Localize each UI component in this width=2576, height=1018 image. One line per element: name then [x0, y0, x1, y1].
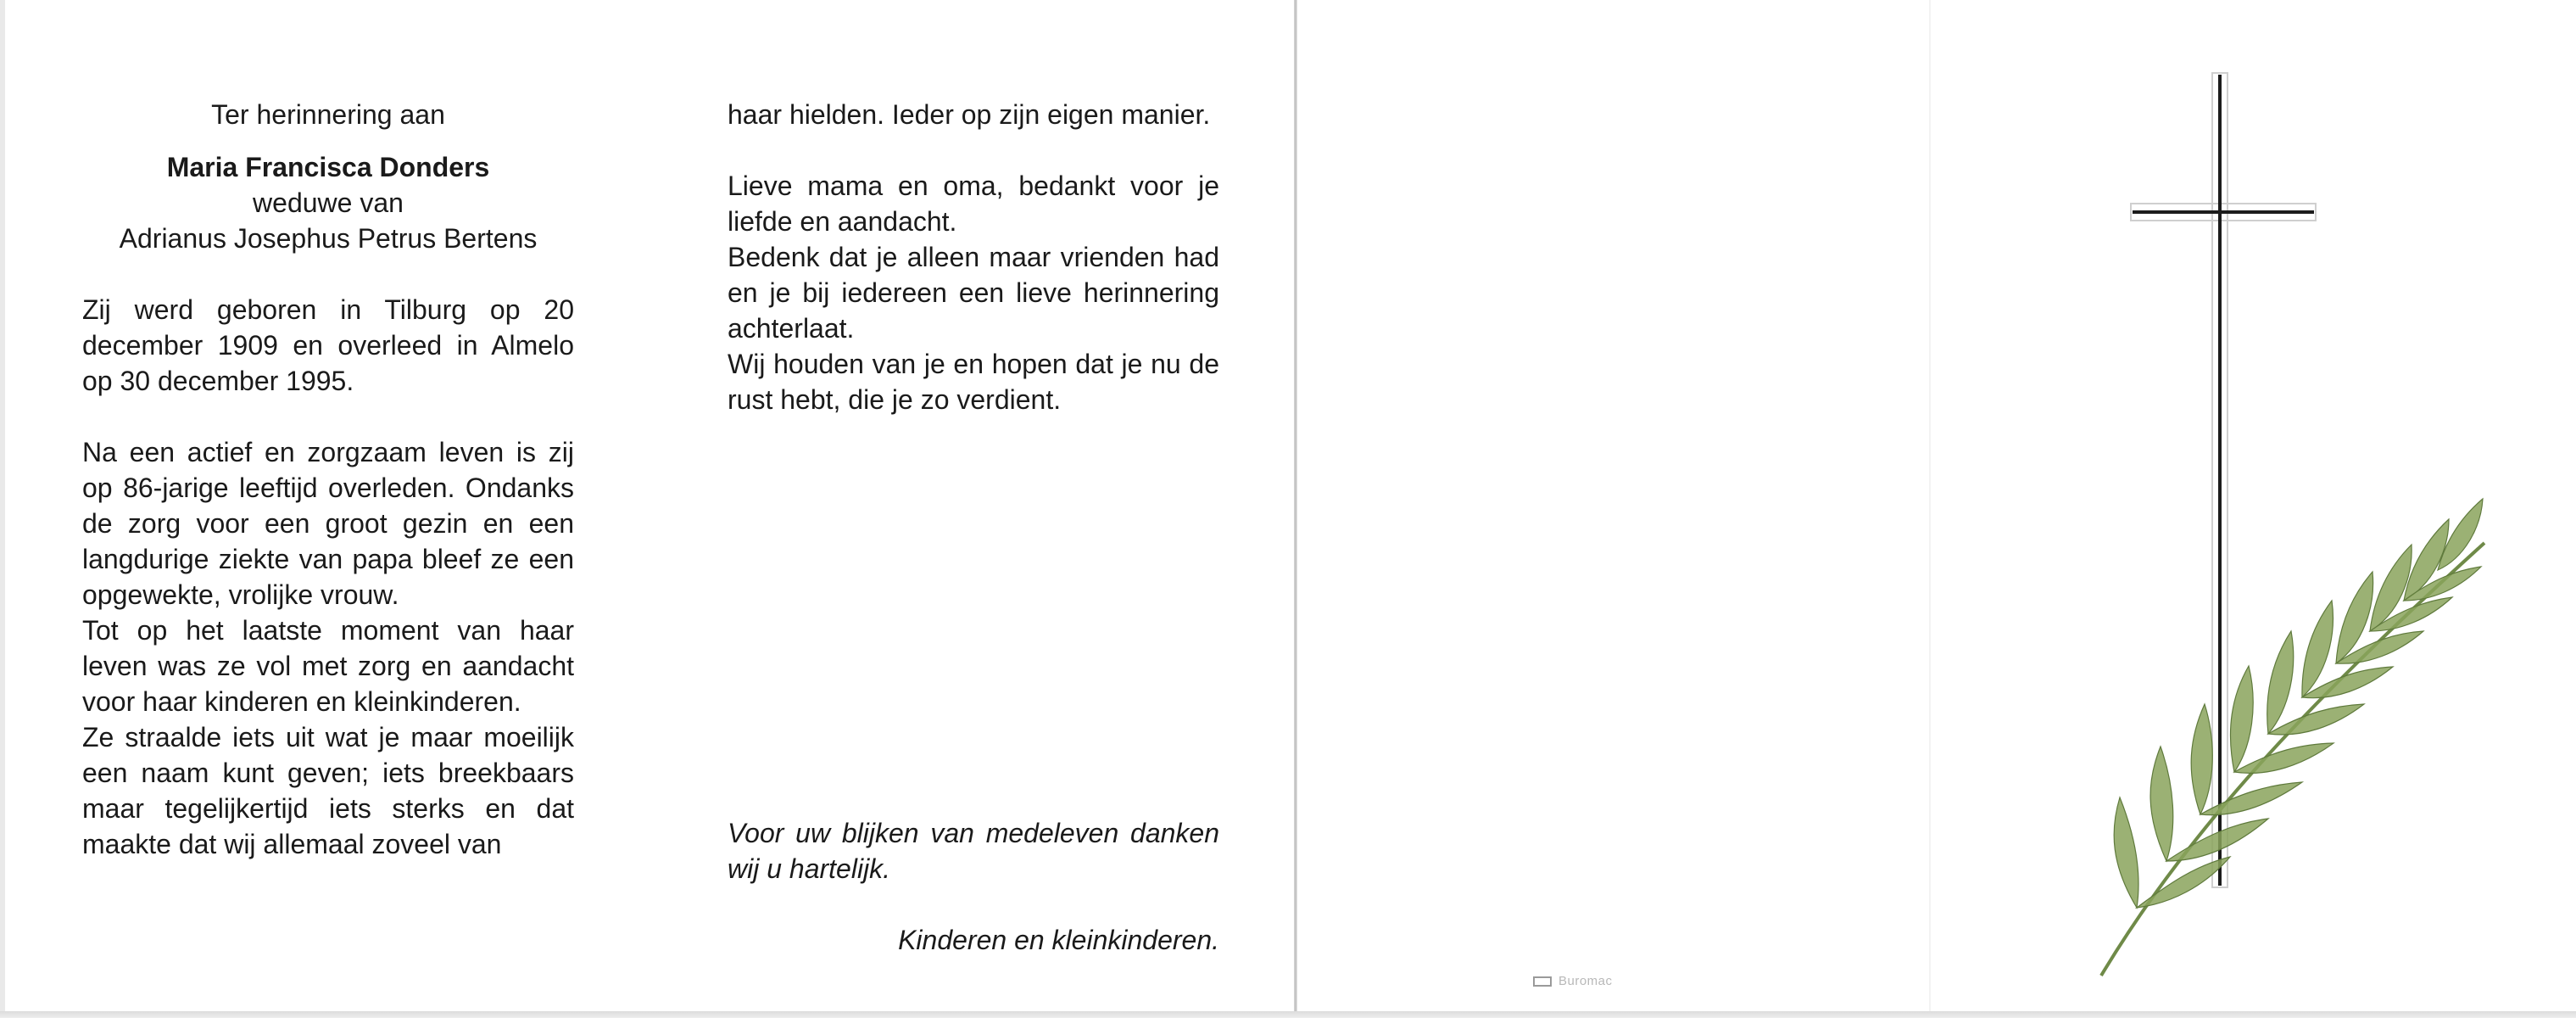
right-panel — [728, 97, 1219, 417]
closing-block — [728, 788, 1219, 985]
signature: Kinderen en kleinkinderen. — [898, 925, 1219, 955]
left-panel — [82, 97, 574, 862]
cover-crease — [1929, 0, 1931, 1011]
deceased-name: Maria Francisca Donders — [166, 152, 490, 182]
spouse-name: Adrianus Josephus Petrus Bertens — [119, 223, 538, 254]
character-paragraph: Ze straalde iets uit wat je maar moeilijk een naam kunt geven; iets breekbaars maar tegelijkertijd iets sterks en dat maakte dat wij allemaal zoveel van — [82, 722, 574, 859]
publisher-mark — [1533, 974, 1613, 988]
relation-line: weduwe van — [253, 187, 404, 218]
continuation-paragraph: haar hielden. Ieder op zijn eigen manier. — [728, 99, 1211, 130]
gratitude-note: Voor uw blijken van medeleven danken wij u hartelijk. — [728, 818, 1219, 884]
life-paragraph: Na een actief en zorgzaam leven is zij op 86-jarige leeftijd overleden. Ondanks de zorg voor een groot gezin en een langdurige ziekte van papa bleef ze een opgewekte, vrolijke vrouw. — [82, 437, 574, 610]
care-paragraph: Tot op het laatste moment van haar leven was ze vol met zorg en aandacht voor haar kinderen en kleinkinderen. — [82, 615, 574, 717]
palm-branch-icon — [2101, 499, 2484, 976]
publisher-logo-icon — [1533, 976, 1552, 987]
thanks-mama-paragraph: Lieve mama en oma, bedankt voor je liefde en aandacht. — [728, 171, 1219, 237]
rest-paragraph: Wij houden van je en hopen dat je nu de rust hebt, die je zo verdient. — [728, 349, 1219, 415]
birth-death-paragraph: Zij werd geboren in Tilburg op 20 december 1909 en overleed in Almelo op 30 december 1995. — [82, 294, 574, 396]
card-fold — [1294, 0, 1297, 1018]
bottom-edge — [0, 1011, 2576, 1018]
friends-paragraph: Bedenk dat je alleen maar vrienden had en je bij iedereen een lieve herinnering achterlaat. — [728, 242, 1219, 344]
intro-line: Ter herinnering aan — [211, 99, 445, 130]
publisher-name: Buromac — [1558, 974, 1613, 988]
cross-and-palm-illustration — [2086, 68, 2527, 1001]
